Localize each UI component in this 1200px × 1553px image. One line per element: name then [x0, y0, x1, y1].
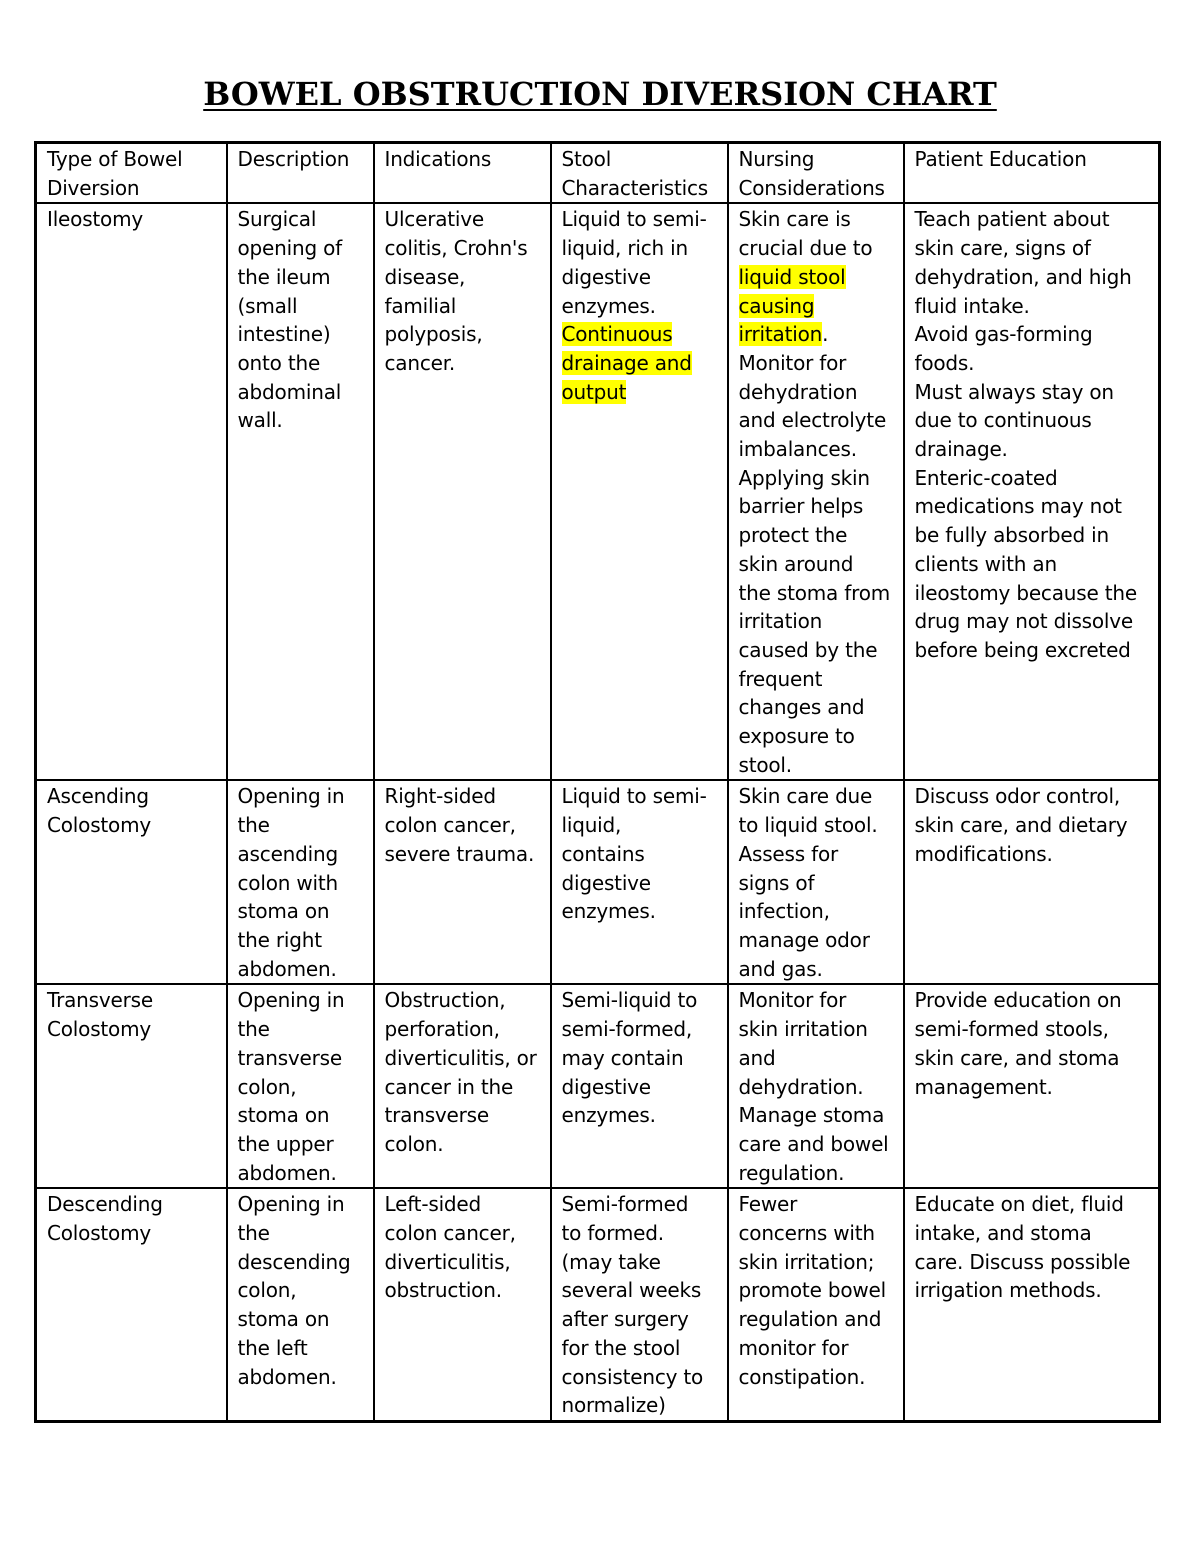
cell-line: Provide education on [914, 988, 1122, 1013]
cell-line: normalize) [561, 1393, 666, 1418]
cell-line: stool. [738, 752, 792, 777]
cell-indications [374, 203, 551, 780]
cell-line: clients with an [914, 551, 1057, 576]
cell-line: management. [914, 1074, 1053, 1099]
cell-line: promote bowel [738, 1278, 886, 1303]
cell-description [227, 984, 374, 1188]
cell-line: Monitor for [738, 988, 847, 1013]
header-line: Indications [384, 147, 492, 171]
cell-line: and gas. [738, 956, 823, 981]
cell-line: and [738, 1045, 776, 1070]
header-line: Considerations [738, 175, 885, 200]
cell-line: the upper [237, 1131, 334, 1156]
cell-line: fluid intake. [914, 293, 1030, 318]
highlighted-text: Continuous [561, 322, 673, 347]
cell-type [36, 203, 227, 780]
cell-line: Ulcerative [384, 207, 485, 232]
cell-line: abdomen. [237, 1160, 337, 1185]
header-line: Description [237, 147, 350, 171]
highlighted-line [562, 378, 723, 407]
cell-line: wall. [237, 408, 283, 433]
cell-line: dehydration. [738, 1074, 864, 1099]
cell-line: transverse [384, 1103, 490, 1128]
cell-line: the [237, 1221, 270, 1246]
header-line: Nursing [738, 147, 815, 171]
cell-line: Descending [47, 1192, 163, 1217]
cell-line: stoma on [237, 1103, 330, 1128]
cell-line: semi-formed stools, [914, 1017, 1109, 1042]
header-education [904, 143, 1160, 204]
cell-nursing [728, 780, 904, 984]
cell-line: stoma on [237, 1307, 330, 1332]
cell-nursing [728, 1188, 904, 1421]
cell-line: abdomen. [237, 1364, 337, 1389]
cell-line: regulation and [738, 1307, 882, 1332]
header-line: Stool [561, 147, 612, 171]
diversion-chart-table [34, 141, 1161, 1423]
cell-line: colon, [237, 1074, 297, 1099]
cell-line: constipation. [738, 1364, 866, 1389]
cell-line: Liquid to semi- [561, 784, 707, 809]
cell-description [227, 780, 374, 984]
cell-line: monitor for [738, 1335, 849, 1360]
cell-description [227, 203, 374, 780]
cell-line: skin around [738, 551, 854, 576]
header-line: Patient Education [914, 147, 1087, 171]
cell-line: familial [384, 293, 457, 318]
cell-line: changes and [738, 695, 865, 720]
header-row [36, 143, 1160, 204]
cell-line: colon with [237, 870, 338, 895]
highlighted-text: irritation [738, 322, 823, 347]
cell-line: modifications. [914, 841, 1053, 866]
cell-line: skin care, and dietary [914, 813, 1128, 838]
cell-line: manage odor [738, 927, 870, 952]
cell-line: Semi-formed [561, 1192, 689, 1217]
cell-indications [374, 1188, 551, 1421]
cell-line: signs of [738, 870, 815, 895]
cell-line: skin care, signs of [914, 236, 1091, 261]
highlighted-line [739, 292, 899, 321]
cell-description [227, 1188, 374, 1421]
cell-line: (small [237, 293, 298, 318]
cell-line: care and bowel [738, 1131, 889, 1156]
highlighted-text: liquid stool [738, 264, 846, 289]
cell-line: to formed. [561, 1221, 664, 1246]
cell-line: onto the [237, 350, 321, 375]
header-line: Type of Bowel [47, 147, 183, 171]
cell-line: abdominal [237, 379, 342, 404]
cell-indications [374, 780, 551, 984]
cell-line: Fewer [738, 1192, 798, 1217]
cell-line: semi-formed, [561, 1017, 693, 1042]
cell-line: imbalances. [738, 437, 857, 462]
cell-line: liquid, rich in [561, 236, 688, 261]
highlighted-text: output [561, 379, 627, 404]
highlighted-line [562, 349, 723, 378]
header-line: Diversion [47, 175, 140, 200]
cell-line: ascending [237, 841, 338, 866]
cell-line: enzymes. [561, 1103, 656, 1128]
cell-line: irritation [738, 609, 823, 634]
cell-line: Educate on diet, fluid [914, 1192, 1124, 1217]
cell-line: intake, and stoma [914, 1221, 1092, 1246]
cell-line: Colostomy [47, 1017, 152, 1042]
cell-line: skin care, and stoma [914, 1045, 1120, 1070]
cell-type [36, 780, 227, 984]
header-line: Characteristics [561, 175, 709, 200]
cell-line: Surgical [237, 207, 317, 232]
cell-line: protect the [738, 523, 848, 548]
cell-line: cancer in the [384, 1074, 514, 1099]
cell-line: ileostomy because the [914, 580, 1137, 605]
cell-line: Ascending [47, 784, 149, 809]
cell-line: Skin care is [738, 207, 851, 232]
table-row-ascending-colostomy [36, 780, 1160, 984]
cell-line: the left [237, 1335, 308, 1360]
cell-line: abdomen. [237, 956, 337, 981]
cell-line: digestive [561, 264, 651, 289]
cell-line: Colostomy [47, 813, 152, 838]
header-stool [551, 143, 728, 204]
highlighted-text: causing [738, 293, 815, 318]
cell-line: before being excreted [914, 637, 1131, 662]
cell-line: crucial due to [738, 236, 873, 261]
page-title: BOWEL OBSTRUCTION DIVERSION CHART [203, 75, 997, 113]
cell-line: medications may not [914, 494, 1122, 519]
header-description [227, 143, 374, 204]
cell-line: foods. [914, 350, 975, 375]
cell-line: after surgery [561, 1307, 689, 1332]
cell-line: for the stool [561, 1335, 681, 1360]
cell-nursing [728, 203, 904, 780]
cell-education [904, 203, 1160, 780]
cell-line: Applying skin [738, 465, 870, 490]
cell-line: colon cancer, [384, 813, 516, 838]
cell-line: Opening in [237, 784, 345, 809]
header-type [36, 143, 227, 204]
cell-line: Liquid to semi- [561, 207, 707, 232]
cell-line: stoma on [237, 899, 330, 924]
cell-nursing [728, 984, 904, 1188]
cell-line: the stoma from [738, 580, 891, 605]
cell-line: liquid, [561, 813, 622, 838]
highlighted-text: drainage and [561, 350, 692, 375]
cell-line: the ileum [237, 264, 331, 289]
cell-line: polyposis, [384, 322, 483, 347]
cell-line: diverticulitis, or [384, 1045, 537, 1070]
cell-education [904, 1188, 1160, 1421]
cell-education [904, 984, 1160, 1188]
cell-line: colitis, Crohn's [384, 236, 528, 261]
cell-line: obstruction. [384, 1278, 502, 1303]
cell-line: enzymes. [561, 899, 656, 924]
cell-line: diverticulitis, [384, 1249, 511, 1274]
cell-line: the [237, 1017, 270, 1042]
cell-line: barrier helps [738, 494, 864, 519]
cell-line: Opening in [237, 1192, 345, 1217]
cell-line: Colostomy [47, 1221, 152, 1246]
cell-line: concerns with [738, 1221, 875, 1246]
cell-line: exposure to [738, 724, 855, 749]
cell-line: Right-sided [384, 784, 496, 809]
cell-line: Transverse [47, 988, 153, 1013]
cell-stool [551, 984, 728, 1188]
cell-line: disease, [384, 264, 466, 289]
table-row-transverse-colostomy [36, 984, 1160, 1188]
highlighted-line [739, 320, 899, 349]
cell-line: skin irritation; [738, 1249, 875, 1274]
cell-line: the right [237, 927, 322, 952]
cell-line: Left-sided [384, 1192, 482, 1217]
cell-line: several weeks [561, 1278, 702, 1303]
cell-indications [374, 984, 551, 1188]
cell-line: infection, [738, 899, 830, 924]
cell-stool [551, 203, 728, 780]
cell-line: dehydration [738, 379, 858, 404]
cell-line: descending [237, 1249, 351, 1274]
header-indications [374, 143, 551, 204]
cell-line: enzymes. [561, 293, 656, 318]
cell-line: transverse [237, 1045, 343, 1070]
cell-line: perforation, [384, 1017, 500, 1042]
header-nursing [728, 143, 904, 204]
cell-line: Enteric-coated [914, 465, 1058, 490]
cell-line: be fully absorbed in [914, 523, 1109, 548]
highlighted-line [562, 320, 723, 349]
cell-line: colon. [384, 1131, 444, 1156]
cell-line: regulation. [738, 1160, 845, 1185]
cell-line: consistency to [561, 1364, 704, 1389]
cell-line: Discuss odor control, [914, 784, 1120, 809]
cell-line: Teach patient about [914, 207, 1110, 232]
cell-line: skin irritation [738, 1017, 868, 1042]
cell-line: Avoid gas-forming [914, 322, 1093, 347]
cell-line: digestive [561, 1074, 651, 1099]
cell-line: caused by the [738, 637, 878, 662]
table-row-ileostomy [36, 203, 1160, 780]
cell-line: frequent [738, 666, 823, 691]
cell-line: intestine) [237, 322, 331, 347]
cell-line: digestive [561, 870, 651, 895]
cell-line: may contain [561, 1045, 684, 1070]
cell-text: . [822, 322, 829, 347]
cell-line: Manage stoma [738, 1103, 885, 1128]
cell-line: due to continuous [914, 408, 1092, 433]
cell-line: care. Discuss possible [914, 1249, 1131, 1274]
cell-stool [551, 1188, 728, 1421]
cell-stool [551, 780, 728, 984]
cell-type [36, 1188, 227, 1421]
cell-type [36, 984, 227, 1188]
cell-line: dehydration, and high [914, 264, 1132, 289]
cell-line: colon cancer, [384, 1221, 516, 1246]
cell-line: severe trauma. [384, 841, 535, 866]
cell-line: and electrolyte [738, 408, 887, 433]
cell-education [904, 780, 1160, 984]
cell-line: Monitor for [738, 350, 847, 375]
cell-line: Semi-liquid to [561, 988, 698, 1013]
cell-line: cancer. [384, 350, 456, 375]
cell-line: (may take [561, 1249, 661, 1274]
cell-line: the [237, 813, 270, 838]
cell-line: colon, [237, 1278, 297, 1303]
cell-line: Obstruction, [384, 988, 506, 1013]
cell-line: opening of [237, 236, 342, 261]
highlighted-line [739, 263, 899, 292]
cell-line: Skin care due [738, 784, 873, 809]
cell-line: drainage. [914, 437, 1008, 462]
cell-line: to liquid stool. [738, 813, 878, 838]
cell-line: drug may not dissolve [914, 609, 1134, 634]
cell-line: Opening in [237, 988, 345, 1013]
cell-line: Assess for [738, 841, 839, 866]
cell-line: Must always stay on [914, 379, 1114, 404]
cell-line: irrigation methods. [914, 1278, 1102, 1303]
cell-line: Ileostomy [47, 207, 144, 232]
table-row-descending-colostomy [36, 1188, 1160, 1421]
cell-line: contains [561, 841, 645, 866]
